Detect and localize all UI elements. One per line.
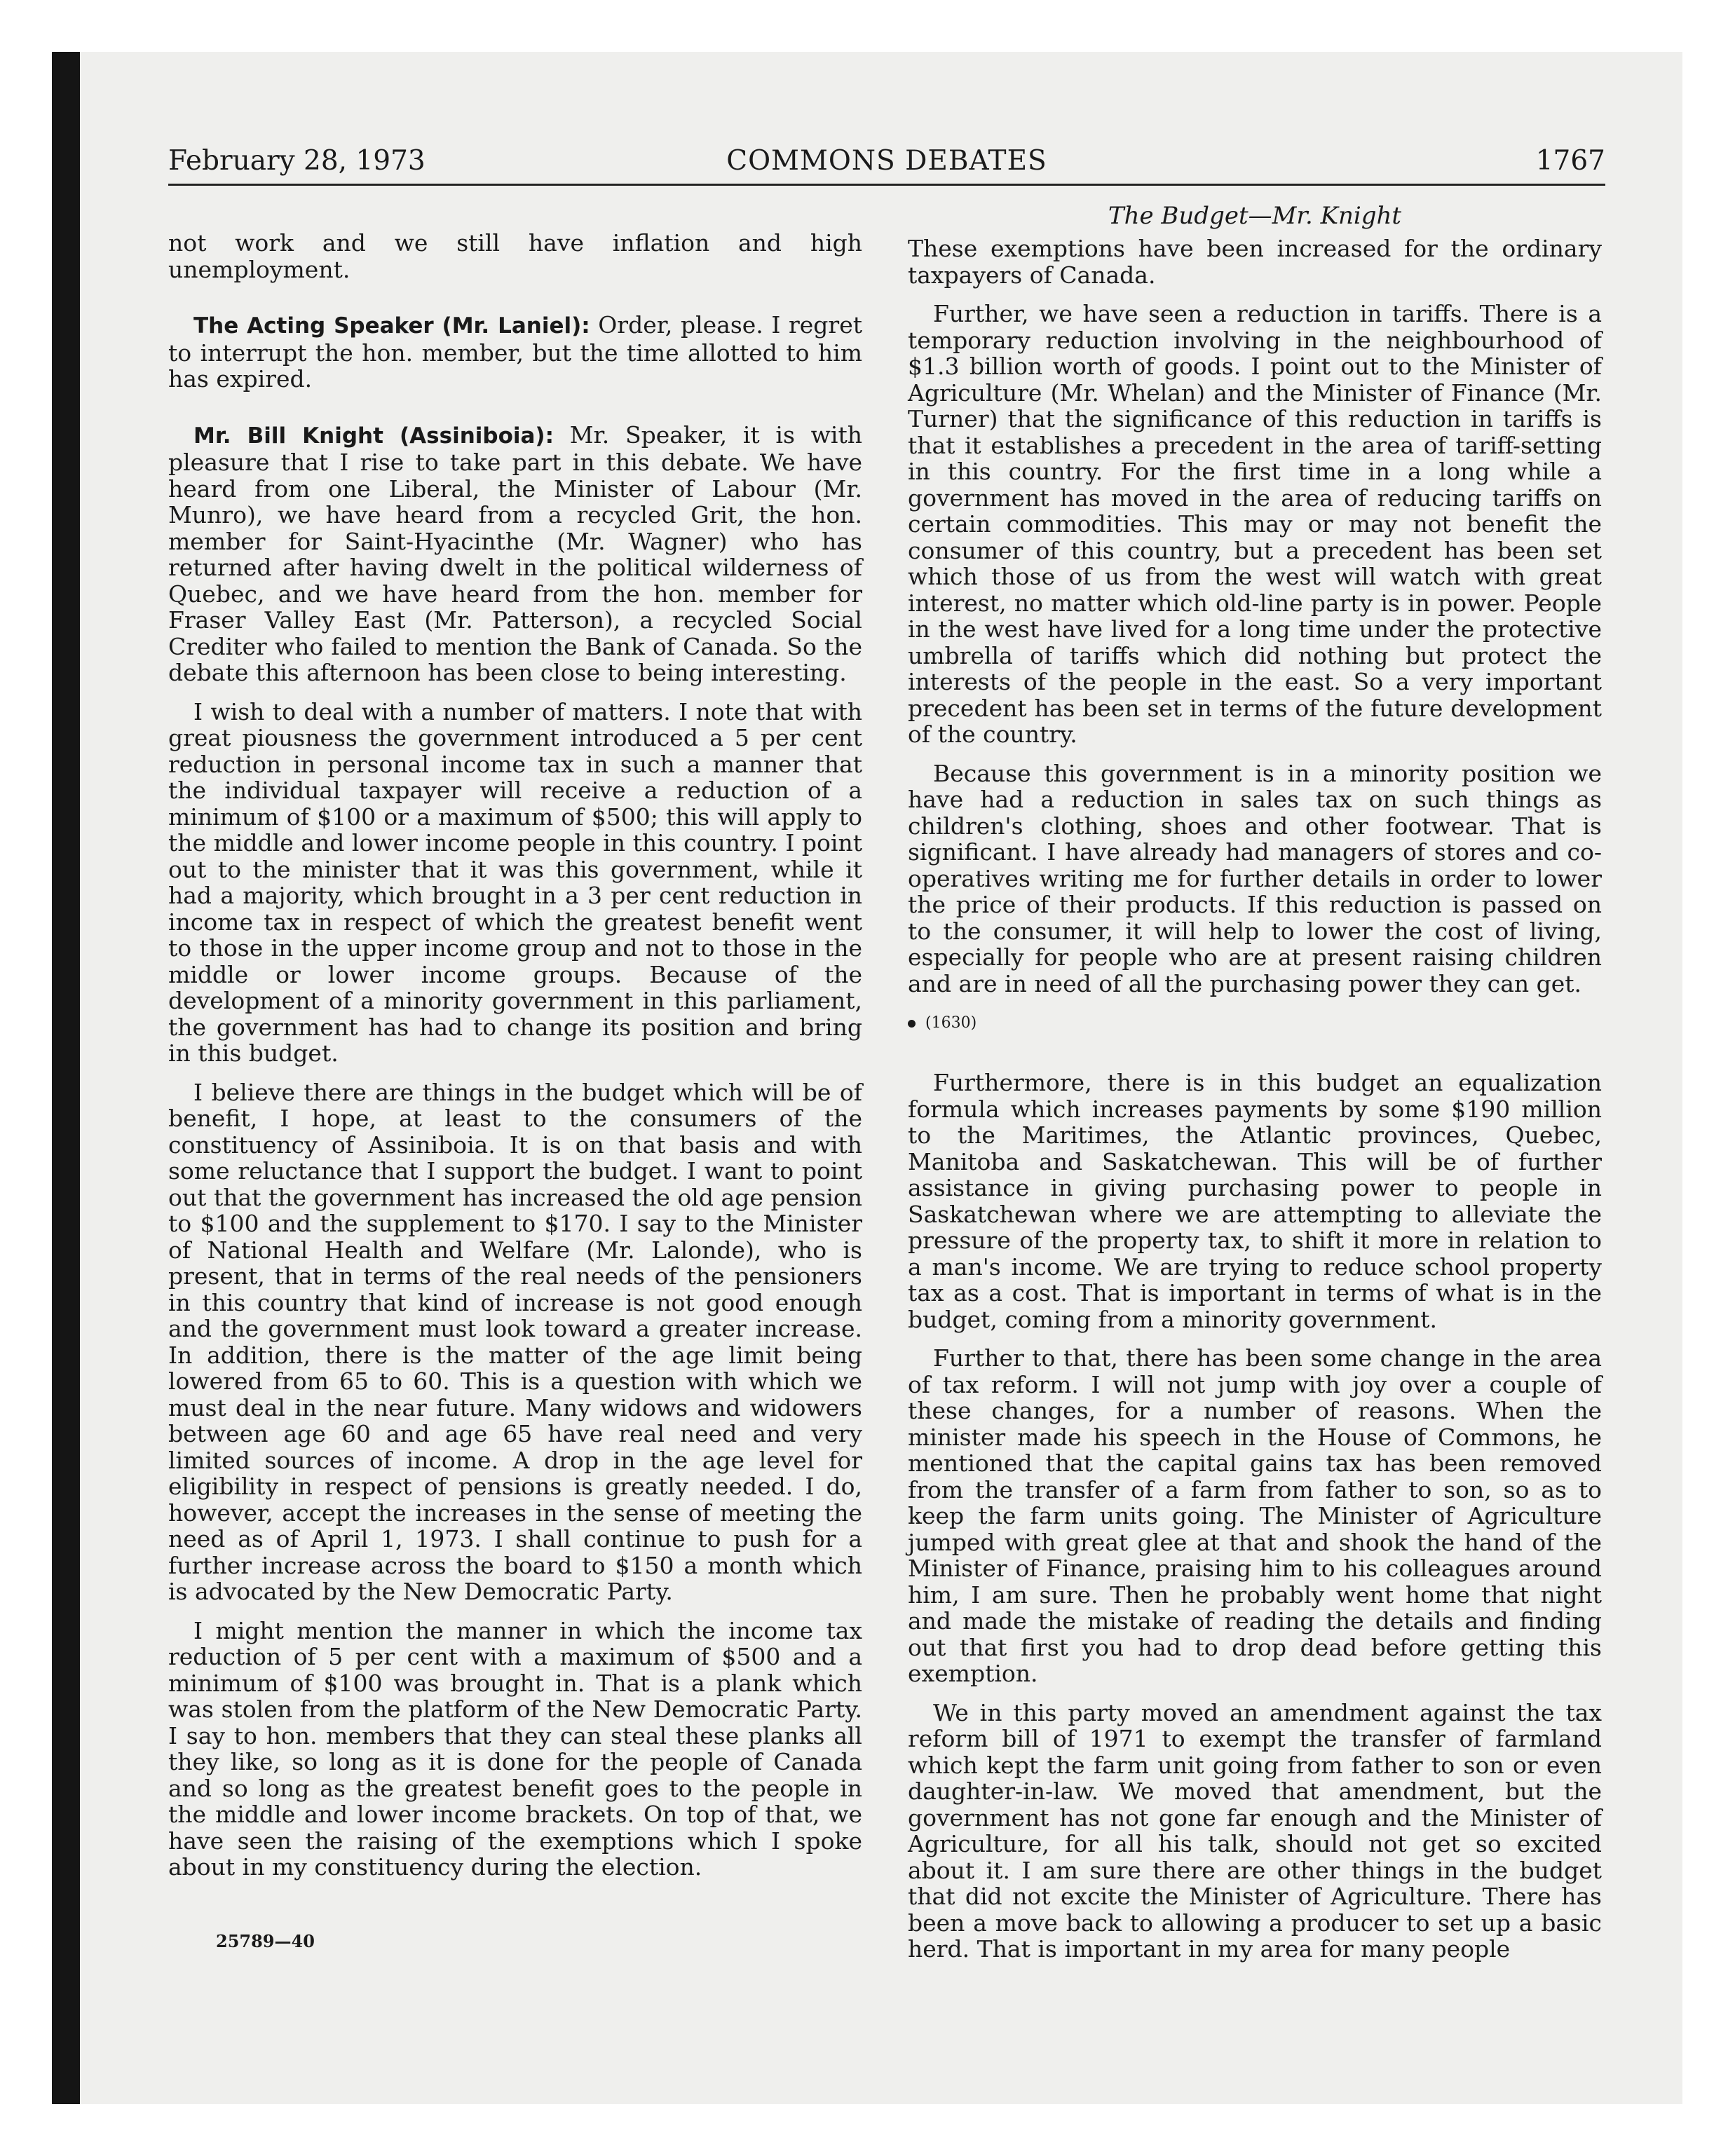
speaker-name-acting-speaker: The Acting Speaker (Mr. Laniel):	[193, 313, 590, 339]
left-paragraph-3-text: Mr. Speaker, it is with pleasure that I rise to take part in this debate. We have heard from one Liberal, the Minister of Labour (Mr. Munro), we have heard from a recycled Grit, the hon. member for Saint-Hyacinthe (Mr. Wagner) who has returned after having dwelt in the political wilderness of Quebec, and we have heard from the hon. member for Fraser Valley East (Mr. Patterson), a recycled Social Crediter who failed to mention the Bank of Canada. So the debate this afternoon has been close to being interesting.	[168, 421, 862, 686]
header-title: COMMONS DEBATES	[726, 145, 1047, 177]
left-paragraph-6: I might mention the manner in which the income tax reduction of 5 per cent with a maximum of $500 and a minimum of $100 was brought in. That is a plank which was stolen from the platform of the New Democratic Party. I say to hon. members that they can steal these planks all they like, so long as it is done for the people of Canada and so long as the greatest benefit goes to the people in the middle and lower income brackets. On top of that, we have seen the raising of the exemptions which I spoke about in my constituency during the election.	[168, 1616, 862, 1881]
header-page-number: 1767	[1535, 145, 1605, 177]
header-date: February 28, 1973	[168, 145, 426, 177]
time-marker-text: (1630)	[925, 1014, 977, 1032]
time-marker	[908, 1009, 1602, 1037]
left-paragraph-2	[168, 312, 862, 393]
left-paragraph-3	[168, 422, 862, 686]
left-paragraph-5: I believe there are things in the budget which will be of benefit, I hope, at least to the consumers of the constituency of Assiniboia. It is on that basis and with some reluctance that I support the budget. I want to point out that the government has increased the old age pension to $100 and the supplement to $170. I say to the Minister of National Health and Welfare (Mr. Lalonde), who is present, that in terms of the real needs of the pensioners in this country that kind of increase is not good enough and the government must look toward a greater increase. In addition, there is the matter of the age limit being lowered from 65 to 60. This is a question with which we must deal in the near future. Many widows and widowers between age 60 and age 65 have real need and very limited sources of income. A drop in the age level for eligibility in respect of pensions is greatly needed. I do, however, accept the increases in the sense of meeting the need as of April 1, 1973. I shall continue to push for a further increase across the board to $150 a month which is advocated by the New Democratic Party.	[168, 1078, 862, 1605]
left-paragraph-2-text: Order, please. I regret to interrupt the hon. member, but the time allotted to him has expired.	[168, 311, 862, 393]
bullet-icon	[908, 1020, 916, 1028]
page-header	[168, 140, 1605, 186]
right-paragraph-1: These exemptions have been increased for the ordinary taxpayers of Canada.	[908, 235, 1602, 289]
speaker-name-bill-knight: Mr. Bill Knight (Assiniboia):	[193, 423, 554, 449]
section-title: The Budget—Mr. Knight	[1108, 202, 1402, 230]
left-paragraph-1: not work and we still have inflation and high unemployment.	[168, 229, 862, 283]
document-page	[168, 140, 1605, 2075]
right-paragraph-5: Further to that, there has been some change in the area of tax reform. I will not jump with joy over a couple of these changes, for a number of reasons. When the minister made his speech in the House of Commons, he mentioned that the capital gains tax has been removed from the transfer of a farm from father to son, so as to keep the farm units going. The Minister of Agriculture jumped with great glee at that and shook the hand of the Minister of Finance, praising him to his colleagues around him, I am sure. Then he probably went home that night and made the mistake of reading the details and finding out that first you had to drop dead before getting this exemption.	[908, 1344, 1602, 1687]
right-paragraph-3: Because this government is in a minority position we have had a reduction in sales tax on such things as children's clothing, shoes and other footwear. That is significant. I have already had managers of stores and co-operatives writing me for further details in order to lower the price of their products. If this reduction is passed on to the consumer, it will help to lower the cost of living, especially for people who are at present raising children and are in need of all the purchasing power they can get.	[908, 759, 1602, 997]
footer-code: 25789—40	[216, 1931, 315, 1951]
right-column	[908, 202, 1602, 1975]
binding-edge	[52, 52, 80, 2104]
right-paragraph-2: Further, we have seen a reduction in tariffs. There is a temporary reduction involving in the neighbourhood of $1.3 billion worth of goods. I point out to the Minister of Agriculture (Mr. Whelan) and the Minister of Finance (Mr. Turner) that the significance of this reduction in tariffs is that it establishes a precedent in the area of tariff-setting in this country. For the first time in a long while a government has moved in the area of reducing tariffs on certain commodities. This may or may not benefit the consumer of this country, but a precedent has been set which those of us from the west will watch with great interest, no matter which old-line party is in power. People in the west have lived for a long time under the protective umbrella of tariffs which did nothing but protect the interests of the people in the east. So a very important precedent has been set in terms of the future development of the country.	[908, 300, 1602, 748]
right-paragraph-6: We in this party moved an amendment against the tax reform bill of 1971 to exempt the transfer of farmland which kept the farm unit going from father to son or even daughter-in-law. We moved that amendment, but the government has not gone far enough and the Minister of Agriculture, for all his talk, should not get so excited about it. I am sure there are other things in the budget that did not excite the Minister of Agriculture. There has been a move back to allowing a producer to set up a basic herd. That is important in my area for many people	[908, 1698, 1602, 1963]
right-paragraph-4: Furthermore, there is in this budget an equalization formula which increases payments by some $190 million to the Maritimes, the Atlantic provinces, Quebec, Manitoba and Saskatchewan. This will be of further assistance in giving purchasing power to people in Saskatchewan where we are attempting to alleviate the pressure of the property tax, to shift it more in relation to a man's income. We are trying to reduce school property tax as a cost. That is important in terms of what is in the budget, coming from a minority government.	[908, 1069, 1602, 1333]
left-column	[168, 230, 862, 1893]
left-paragraph-4: I wish to deal with a number of matters. I note that with great piousness the government introduced a 5 per cent reduction in personal income tax in such a manner that the individual taxpayer will receive a reduction of a minimum of $100 or a maximum of $500; this will apply to the middle and lower income people in this country. I point out to the minister that it was this government, while it had a majority, which brought in a 3 per cent reduction in income tax in respect of which the greatest benefit went to those in the upper income group and not to those in the middle or lower income groups. Because of the development of a minority government in this parliament, the government has had to change its position and bring in this budget.	[168, 697, 862, 1067]
